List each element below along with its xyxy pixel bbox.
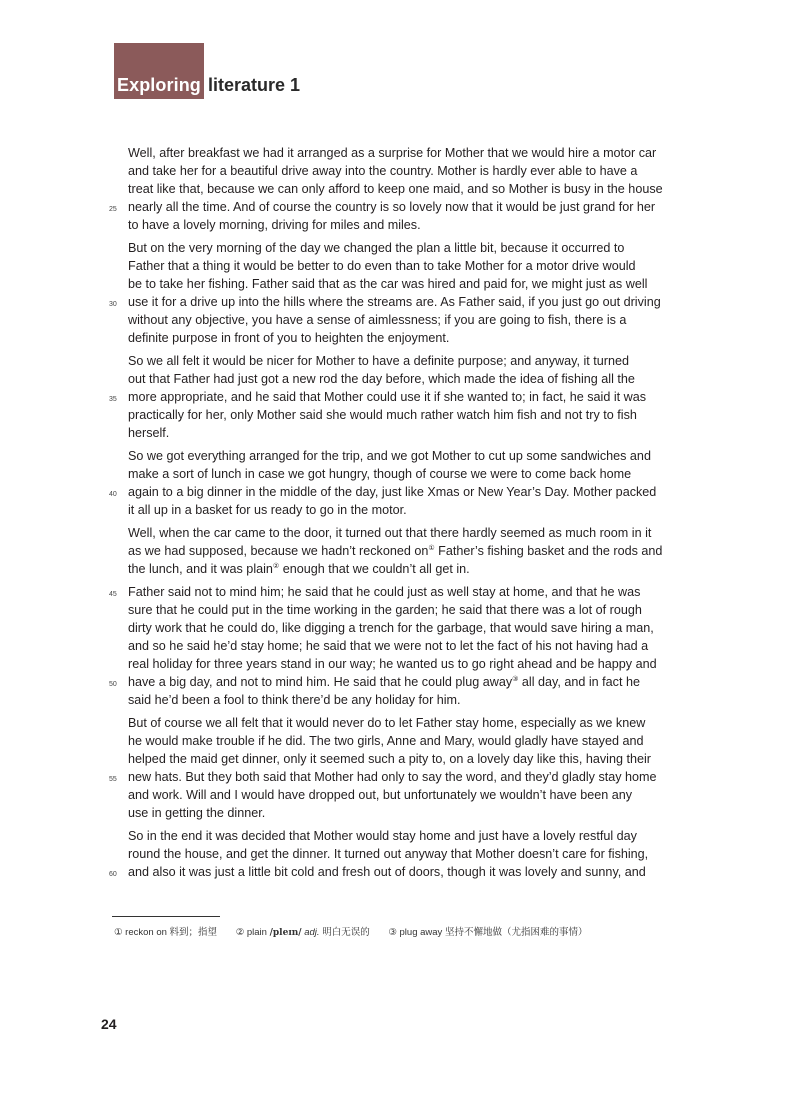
- line-text-after: all day, and in fact he: [518, 675, 640, 689]
- chapter-title: literature 1: [208, 75, 301, 95]
- footnote: [388, 927, 587, 938]
- line-number: 55: [109, 776, 117, 783]
- line-text: But on the very morning of the day we changed the plan a little bit, because it occurred to: [128, 241, 625, 255]
- text-line: [128, 804, 680, 822]
- line-text: and also it was just a little bit cold and fresh out of doors, though it was lovely and sunny, and: [128, 865, 646, 879]
- line-text-after: enough that we couldn’t all get in.: [279, 562, 470, 576]
- text-line: [128, 406, 680, 424]
- footnote-ref: ③: [512, 675, 519, 683]
- line-text: to have a lovely morning, driving for miles and miles.: [128, 218, 421, 232]
- footnote-gloss: 明白无误的: [322, 927, 370, 938]
- line-number: 30: [109, 301, 117, 308]
- text-line: [128, 352, 680, 370]
- story-text: [109, 144, 680, 886]
- footnote-mark: ①: [114, 927, 123, 938]
- line-text: as we had supposed, because we hadn’t reckoned on: [128, 544, 429, 558]
- text-line: [128, 560, 680, 578]
- footnote-term: plain: [246, 927, 267, 938]
- text-line: [128, 601, 680, 619]
- text-line: [128, 637, 680, 655]
- line-text: and so he said he’d stay home; he said that we were not to let the fact of his not having had a: [128, 639, 649, 653]
- text-line: [128, 750, 680, 768]
- line-text: and take her for a beautiful drive away into the country. Mother is hardly ever able to have a: [128, 164, 638, 178]
- text-line: [128, 275, 680, 293]
- text-line: [128, 827, 680, 845]
- text-line: [128, 216, 680, 234]
- line-number: 40: [109, 491, 117, 498]
- line-number: 50: [109, 681, 117, 688]
- line-text: treat like that, because we can only afford to keep one maid, and so Mother is busy in the house: [128, 182, 663, 196]
- page-number: 24: [101, 1016, 117, 1032]
- line-text: sure that he could put in the time working in the garden; he said that there was a lot of rough: [128, 603, 642, 617]
- footnote-gloss: 坚持不懈地做（尤指困难的事情）: [444, 927, 588, 938]
- text-line: [109, 388, 680, 406]
- text-line: [128, 311, 680, 329]
- line-text: again to a big dinner in the middle of the day, just like Xmas or New Year’s Day. Mother packed: [128, 485, 657, 499]
- text-line: [109, 293, 680, 311]
- line-text: said he’d been a fool to think there’d be any holiday for him.: [128, 693, 461, 707]
- line-text: more appropriate, and he said that Mother could use it if she wanted to; in fact, he said it was: [128, 390, 647, 404]
- paragraph: [109, 447, 680, 519]
- line-text: Well, when the car came to the door, it turned out that there hardly seemed as much room in it: [128, 526, 652, 540]
- text-line: [128, 732, 680, 750]
- line-number: 25: [109, 206, 117, 213]
- footnote-pos: adj.: [304, 927, 320, 938]
- footnotes: [114, 924, 714, 938]
- paragraph: [109, 352, 680, 442]
- paragraph: [128, 524, 680, 578]
- line-text: be to take her fishing. Father said that as the car was hired and paid for, we might just as well: [128, 277, 648, 291]
- text-line: [128, 619, 680, 637]
- line-text: use in getting the dinner.: [128, 806, 266, 820]
- line-text: round the house, and get the dinner. It turned out anyway that Mother doesn’t care for fishing,: [128, 847, 649, 861]
- line-number: 35: [109, 396, 117, 403]
- paragraph: [109, 144, 680, 234]
- text-line: [128, 447, 680, 465]
- line-text: real holiday for three years stand in our way; he wanted us to go right ahead and be happy and: [128, 657, 657, 671]
- text-line: [109, 583, 680, 601]
- text-line: [128, 524, 680, 542]
- footnote: [114, 927, 220, 938]
- text-line: [128, 714, 680, 732]
- text-line: [128, 542, 680, 560]
- line-text: Well, after breakfast we had it arranged as a surprise for Mother that we would hire a motor car: [128, 146, 657, 160]
- text-line: [128, 370, 680, 388]
- text-line: [128, 465, 680, 483]
- text-line: [109, 483, 680, 501]
- line-text: new hats. But they both said that Mother had only to say the word, and they’d gladly stay home: [128, 770, 657, 784]
- text-line: [128, 162, 680, 180]
- line-text: it all up in a basket for us ready to go in the motor.: [128, 503, 407, 517]
- line-text: Father that a thing it would be better to do even than to take Mother for a motor drive would: [128, 259, 636, 273]
- line-text: helped the maid get dinner, only it seemed such a pity to, on a lovely day like this, having their: [128, 752, 651, 766]
- chapter-header: [114, 43, 374, 99]
- line-text: without any objective, you have a sense of aimlessness; if you are going to fish, there is a: [128, 313, 627, 327]
- line-number: 60: [109, 871, 117, 878]
- line-text: So we all felt it would be nicer for Mother to have a definite purpose; and anyway, it turned: [128, 354, 630, 368]
- text-line: [109, 198, 680, 216]
- footnote-mark: ②: [235, 927, 245, 938]
- paragraph: [109, 714, 680, 822]
- line-text: the lunch, and it was plain: [128, 562, 273, 576]
- footnote: [236, 927, 373, 938]
- footnote-ref: ②: [272, 562, 280, 570]
- text-line: [128, 786, 680, 804]
- text-line: [128, 257, 680, 275]
- paragraph: [109, 827, 680, 881]
- text-line: [128, 329, 680, 347]
- line-text: Father said not to mind him; he said that he could just as well stay at home, and that he was: [128, 585, 641, 599]
- line-text: have a big day, and not to mind him. He said that he could plug away: [128, 675, 513, 689]
- chapter-label: Exploring: [117, 75, 201, 95]
- text-line: [128, 144, 680, 162]
- text-line: [128, 691, 680, 709]
- line-text: nearly all the time. And of course the country is so lovely now that it would be just grand for her: [128, 200, 656, 214]
- line-text: But of course we all felt that it would never do to let Father stay home, especially as we knew: [128, 716, 646, 730]
- text-line: [128, 845, 680, 863]
- line-text: he would make trouble if he did. The two girls, Anne and Mary, would gladly have stayed and: [128, 734, 644, 748]
- footnote-ref: ①: [428, 544, 435, 552]
- footnote-phonetic: /pleɪn/: [269, 928, 302, 938]
- line-text: herself.: [128, 426, 170, 440]
- paragraph: [109, 239, 680, 347]
- line-text: make a sort of lunch in case we got hungry, though of course we were to come back home: [128, 467, 632, 481]
- text-line: [128, 655, 680, 673]
- line-text: out that Father had just got a new rod the day before, which made the idea of fishing all the: [128, 372, 635, 386]
- line-text-after: Father’s fishing basket and the rods and: [434, 544, 663, 558]
- line-text: practically for her, only Mother said she would much rather watch him fish and not try to fish: [128, 408, 637, 422]
- text-line: [128, 424, 680, 442]
- paragraph: [109, 583, 680, 709]
- text-line: [128, 501, 680, 519]
- line-text: So we got everything arranged for the trip, and we got Mother to cut up some sandwiches and: [128, 449, 651, 463]
- line-text: So in the end it was decided that Mother would stay home and just have a lovely restful day: [128, 829, 637, 843]
- text-line: [109, 768, 680, 786]
- line-text: use it for a drive up into the hills where the streams are. As Father said, if you just go out driving: [128, 295, 661, 309]
- line-text: dirty work that he could do, like digging a trench for the garbage, that would save hiring a man,: [128, 621, 654, 635]
- footnote-gloss: 料到；指望: [169, 927, 218, 938]
- footnote-mark: ③: [388, 927, 397, 938]
- text-line: [128, 180, 680, 198]
- footnote-term: reckon on: [125, 927, 167, 938]
- line-text: and work. Will and I would have dropped out, but unfortunately we wouldn’t have been any: [128, 788, 633, 802]
- footnote-term: plug away: [399, 927, 443, 938]
- text-line: [109, 673, 680, 691]
- line-text: definite purpose in front of you to heighten the enjoyment.: [128, 331, 450, 345]
- text-line: [128, 239, 680, 257]
- text-line: [109, 863, 680, 881]
- line-number: 45: [109, 591, 117, 598]
- footnote-rule: [112, 916, 220, 917]
